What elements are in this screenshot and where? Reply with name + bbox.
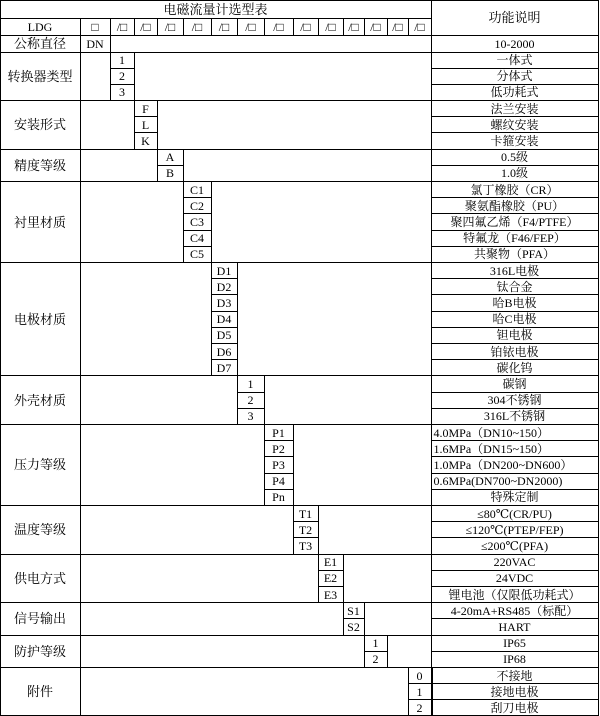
option-code: 3 — [110, 84, 135, 101]
option-description: 不接地 — [431, 667, 599, 684]
option-code: A — [157, 149, 184, 166]
option-code: 1 — [237, 375, 265, 392]
option-description: 螺纹安装 — [431, 116, 599, 133]
blank-cell — [110, 35, 432, 53]
option-description: 分体式 — [431, 68, 599, 85]
group-label: 防护等级 — [0, 635, 81, 668]
option-description: ≤80℃(CR/PU) — [431, 505, 599, 522]
option-description: 氯丁橡胶（CR） — [431, 181, 599, 198]
model-code-box: /□ — [264, 18, 294, 36]
blank-cell — [80, 635, 365, 668]
option-description: 钛合金 — [431, 278, 599, 295]
blank-cell — [343, 554, 432, 604]
group-label: 附件 — [0, 667, 81, 716]
group-label: 衬里材质 — [0, 181, 81, 263]
option-code: D5 — [211, 327, 238, 344]
option-code: E3 — [318, 586, 344, 603]
option-description: 220VAC — [431, 554, 599, 571]
model-code-box: /□ — [183, 18, 212, 36]
option-description: 钽电极 — [431, 327, 599, 344]
option-code: 2 — [110, 68, 135, 85]
option-description: 哈C电极 — [431, 311, 599, 328]
model-code-box: /□ — [387, 18, 409, 36]
option-code: P1 — [264, 424, 294, 441]
group-label: 压力等级 — [0, 424, 81, 506]
option-code: D7 — [211, 359, 238, 376]
blank-cell — [364, 602, 432, 635]
option-code: E2 — [318, 570, 344, 587]
option-code: C2 — [183, 197, 212, 214]
model-code-box: /□ — [211, 18, 238, 36]
option-code: K — [134, 132, 158, 149]
option-code: C5 — [183, 246, 212, 263]
option-code: T3 — [293, 537, 319, 554]
group-label: 信号输出 — [0, 602, 81, 635]
blank-cell — [80, 181, 184, 263]
option-description: 一体式 — [431, 52, 599, 69]
option-description: 316L电极 — [431, 262, 599, 279]
option-description: 共聚物（PFA） — [431, 246, 599, 263]
option-description: IP68 — [431, 651, 599, 668]
option-code: B — [157, 165, 184, 182]
blank-cell — [264, 375, 432, 425]
nominal-diameter-description: 10-2000 — [431, 35, 599, 53]
blank-cell — [80, 52, 111, 102]
option-code: T2 — [293, 521, 319, 538]
model-code-box: /□ — [364, 18, 388, 36]
option-code: 1 — [364, 635, 388, 652]
option-code: 1 — [408, 683, 432, 700]
option-code: C4 — [183, 230, 212, 247]
blank-cell — [183, 149, 432, 182]
option-description: 0.5级 — [431, 149, 599, 166]
option-description: 特氟龙（F46/FEP） — [431, 230, 599, 247]
option-code: T1 — [293, 505, 319, 522]
model-code-box: /□ — [318, 18, 344, 36]
option-code: Pn — [264, 489, 294, 506]
option-code: D2 — [211, 278, 238, 295]
option-code: P4 — [264, 473, 294, 490]
model-prefix: LDG — [0, 18, 81, 36]
option-description: 1.6MPa（DN15~150） — [431, 440, 599, 457]
option-code: 2 — [408, 699, 432, 716]
option-description: 1.0MPa（DN200~DN600） — [431, 456, 599, 473]
option-description: HART — [431, 618, 599, 635]
model-code-box: /□ — [110, 18, 135, 36]
blank-cell — [80, 505, 294, 555]
option-code: 3 — [237, 408, 265, 425]
blank-cell — [211, 181, 432, 263]
blank-cell — [80, 554, 319, 604]
blank-cell — [80, 667, 409, 716]
blank-cell — [80, 149, 158, 182]
option-code: S1 — [343, 602, 365, 619]
option-code: D1 — [211, 262, 238, 279]
option-code: D4 — [211, 311, 238, 328]
option-description: IP65 — [431, 635, 599, 652]
option-description: 法兰安装 — [431, 100, 599, 117]
group-label: 转换器类型 — [0, 52, 81, 102]
option-description: 卡箍安装 — [431, 132, 599, 149]
blank-cell — [134, 52, 432, 102]
option-code: D3 — [211, 294, 238, 311]
option-description: 低功耗式 — [431, 84, 599, 101]
function-header: 功能说明 — [431, 0, 599, 36]
blank-cell — [387, 635, 432, 668]
blank-cell — [318, 505, 432, 555]
option-description: 特殊定制 — [431, 489, 599, 506]
option-code: P2 — [264, 440, 294, 457]
model-code-box: /□ — [237, 18, 265, 36]
option-code: F — [134, 100, 158, 117]
option-code: P3 — [264, 456, 294, 473]
blank-cell — [293, 424, 432, 506]
option-description: 1.0级 — [431, 165, 599, 182]
option-description: 0.6MPa(DN700~DN2000) — [431, 473, 599, 490]
option-code: S2 — [343, 618, 365, 635]
group-label: 电极材质 — [0, 262, 81, 376]
model-code-box: /□ — [293, 18, 319, 36]
option-code: D6 — [211, 343, 238, 360]
option-description: 碳化钨 — [431, 359, 599, 376]
option-description: 4.0MPa（DN10~150） — [431, 424, 599, 441]
option-description: 接地电极 — [431, 683, 599, 700]
group-label: 温度等级 — [0, 505, 81, 555]
model-code-box: /□ — [134, 18, 158, 36]
option-description: 聚四氟乙烯（F4/PTFE） — [431, 213, 599, 230]
option-code: 0 — [408, 667, 432, 684]
blank-cell — [80, 602, 344, 635]
table-title: 电磁流量计选型表 — [0, 0, 432, 19]
option-code: 2 — [364, 651, 388, 668]
option-description: ≤200℃(PFA) — [431, 537, 599, 554]
blank-cell — [80, 100, 135, 150]
option-description: 铂铱电极 — [431, 343, 599, 360]
model-code-box: /□ — [343, 18, 365, 36]
option-code: C1 — [183, 181, 212, 198]
option-description: 304不锈钢 — [431, 392, 599, 409]
blank-cell — [237, 262, 432, 376]
blank-cell — [80, 262, 212, 376]
nominal-diameter-code: DN — [80, 35, 111, 53]
option-code: L — [134, 116, 158, 133]
option-description: 316L不锈钢 — [431, 408, 599, 425]
option-description: ≤120℃(PTEP/FEP) — [431, 521, 599, 538]
group-label: 外壳材质 — [0, 375, 81, 425]
option-code: E1 — [318, 554, 344, 571]
group-label: 安装形式 — [0, 100, 81, 150]
blank-cell — [157, 100, 432, 150]
option-code: 1 — [110, 52, 135, 69]
group-label: 供电方式 — [0, 554, 81, 604]
blank-cell — [80, 375, 238, 425]
option-code: 2 — [237, 392, 265, 409]
option-description: 哈B电极 — [431, 294, 599, 311]
model-first-box: □ — [80, 18, 111, 36]
blank-cell — [80, 424, 265, 506]
option-description: 碳钢 — [431, 375, 599, 392]
group-label: 精度等级 — [0, 149, 81, 182]
option-description: 聚氨酯橡胶（PU） — [431, 197, 599, 214]
option-description: 刮刀电极 — [431, 699, 599, 716]
option-description: 24VDC — [431, 570, 599, 587]
option-description: 4-20mA+RS485（标配） — [431, 602, 599, 619]
model-code-box: /□ — [408, 18, 432, 36]
model-code-box: /□ — [157, 18, 184, 36]
option-description: 锂电池（仅限低功耗式） — [431, 586, 599, 603]
option-code: C3 — [183, 213, 212, 230]
nominal-diameter-label: 公称直径 — [0, 35, 81, 53]
